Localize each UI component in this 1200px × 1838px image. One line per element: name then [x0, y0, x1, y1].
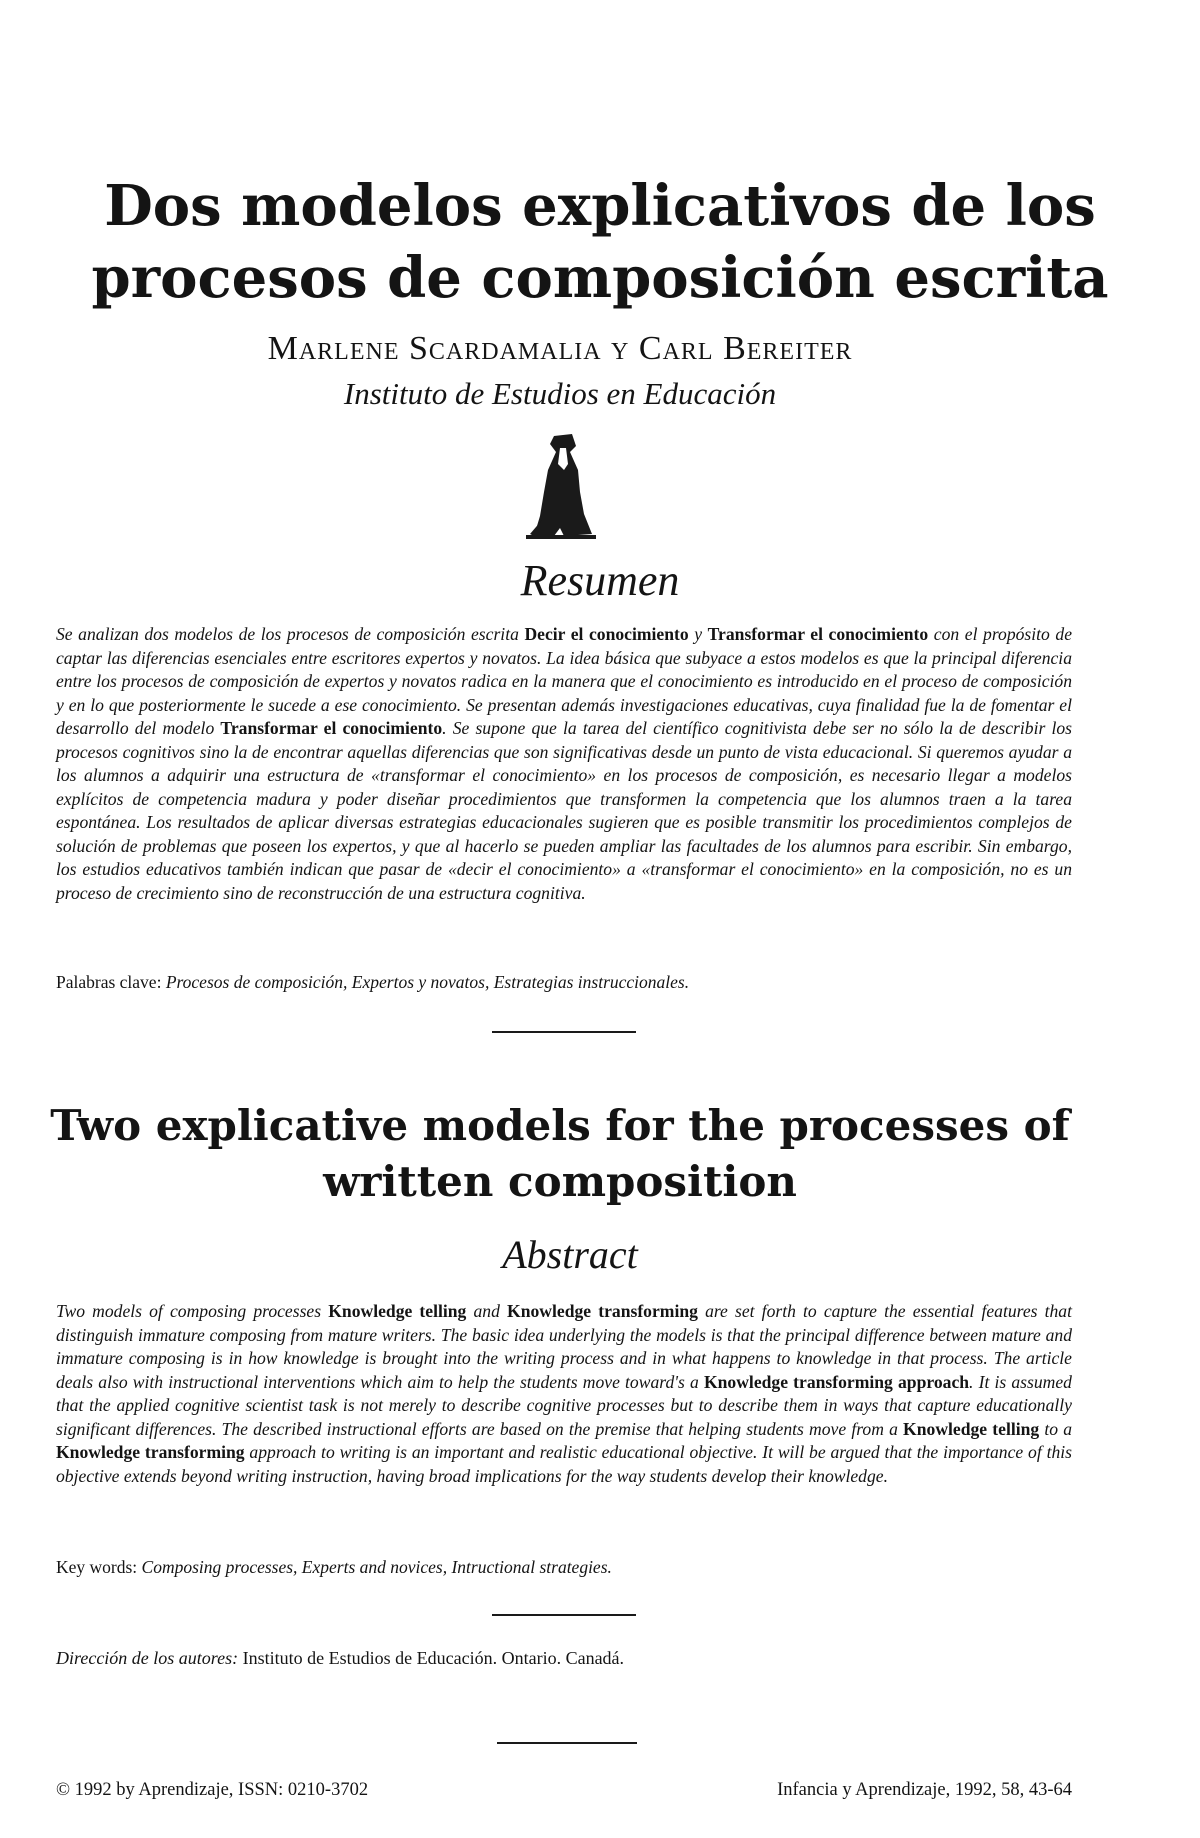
resumen-paragraph — [56, 623, 1072, 905]
abstract-bold-term: Knowledge transforming — [507, 1301, 698, 1321]
authors: Marlene Scardamalia y Carl Bereiter — [267, 330, 853, 367]
abstract-paragraph — [56, 1300, 1072, 1488]
abstract-bold-term: Knowledge telling — [328, 1301, 467, 1321]
section-divider — [492, 1031, 636, 1033]
abstract-text: Two models of composing processes — [56, 1301, 329, 1321]
title-es: Dos modelos explicativos de los procesos de composición escrita — [91, 173, 1109, 311]
resumen-text: . Se supone que la tarea del científico cognitivista debe ser no sólo la de describir los procesos cognitivos sino la de encontrar aquellas diferencias que son significativas desde un punto de vista educacional. Si queremos ayudar a los alumnos a adquirir una estructura de «transformar el conocimiento» en los procesos de composición, es necesario llegar a modelos explícitos de competencia madura y poder diseñar procedimientos que transformen la competencia que los alumnos traen a la tarea espontánea. Los resultados de aplicar diversas estrategias educacionales sugieren que es posible transmitir los procedimientos complejos de solución de problemas que poseen los expertos, y que al hacerlo se pueden ampliar las facultades de los alumnos para escribir. Sin embargo, los estudios educativos también indican que pasar de «decir el conocimiento» a «transformar el conocimiento» en la composición, no es un proceso de crecimiento sino de reconstrucción de una estructura cognitiva. — [56, 718, 1072, 903]
resumen-bold-term: Transformar el conocimiento — [220, 718, 443, 738]
resumen-text: Se analizan dos modelos de los procesos de composición escrita — [56, 624, 525, 644]
abstract-text: . It is assumed that the applied cognitive scientist task is not merely to describe cognitive processes but to describe them in ways that capture educationally significant differences. The described instructional efforts are based on the premise that helping students move from a — [56, 1371, 1072, 1439]
abstract-bold-term: Knowledge telling — [903, 1418, 1040, 1439]
keywords-en-list: Composing processes, Experts and novices, Intructional strategies. — [141, 1557, 612, 1577]
keywords-es-list: Procesos de composición, Expertos y novatos, Estrategias instruccionales. — [165, 972, 690, 992]
abstract-text: are set forth to capture the essential features that distinguish immature composing from mature writers. The basic idea underlying the models is that the principal difference between mature and immature composing is in how knowledge is brought into the writing process and in what happens to knowledge in that process. The article deals also with instructional interventions which aim to help the students move toward's a — [56, 1301, 1072, 1392]
resumen-bold-term: Transformar el conocimiento — [707, 624, 929, 644]
affiliation: Instituto de Estudios en Educación — [343, 376, 777, 411]
keywords-es — [56, 972, 1096, 993]
copyright-notice: © 1992 by Aprendizaje, ISSN: 0210-3702 — [56, 1780, 369, 1800]
resumen-text: y — [688, 624, 708, 644]
resumen-heading: Resumen — [520, 556, 680, 605]
author-address-label: Dirección de los autores: — [56, 1648, 243, 1668]
footer-divider — [497, 1742, 637, 1744]
institution-logo-icon — [520, 430, 604, 542]
journal-citation: Infancia y Aprendizaje, 1992, 58, 43-64 — [777, 1780, 1072, 1800]
abstract-text: to a — [1039, 1418, 1073, 1439]
abstract-text: approach to writing is an important and realistic educational objective. It will be argued that the importance of this objective extends beyond writing instruction, having broad implications for the way students develop their knowledge. — [56, 1442, 1072, 1486]
resumen-text: con el propósito de captar las diferencias esenciales entre escritores expertos y novatos. La idea básica que subyace a estos modelos es que la principal diferencia entre los procesos de composición de expertos y novatos radica en la manera que el conocimiento es introducido en el proceso de composición y en lo que posteriormente le sucede a ese conocimiento. Se presentan además investigaciones educativas, cuya finalidad fue la de fomentar el desarrollo del modelo — [56, 624, 1073, 738]
abstract-heading: Abstract — [502, 1232, 638, 1277]
abstract-text: and — [466, 1301, 508, 1321]
keywords-en-label: Key words: — [56, 1557, 142, 1577]
title-en: Two explicative models for the processes of written composition — [50, 1101, 1070, 1206]
resumen-bold-term: Decir el conocimiento — [524, 624, 689, 644]
abstract-bold-term: Knowledge transforming — [56, 1442, 245, 1462]
keywords-en — [56, 1557, 1096, 1578]
keywords-es-label: Palabras clave: — [56, 972, 166, 992]
author-address-value: Instituto de Estudios de Educación. Ontario. Canadá. — [242, 1648, 625, 1668]
section-divider — [492, 1614, 636, 1616]
author-address — [56, 1648, 1096, 1669]
abstract-bold-term: Knowledge transforming approach — [703, 1371, 970, 1392]
